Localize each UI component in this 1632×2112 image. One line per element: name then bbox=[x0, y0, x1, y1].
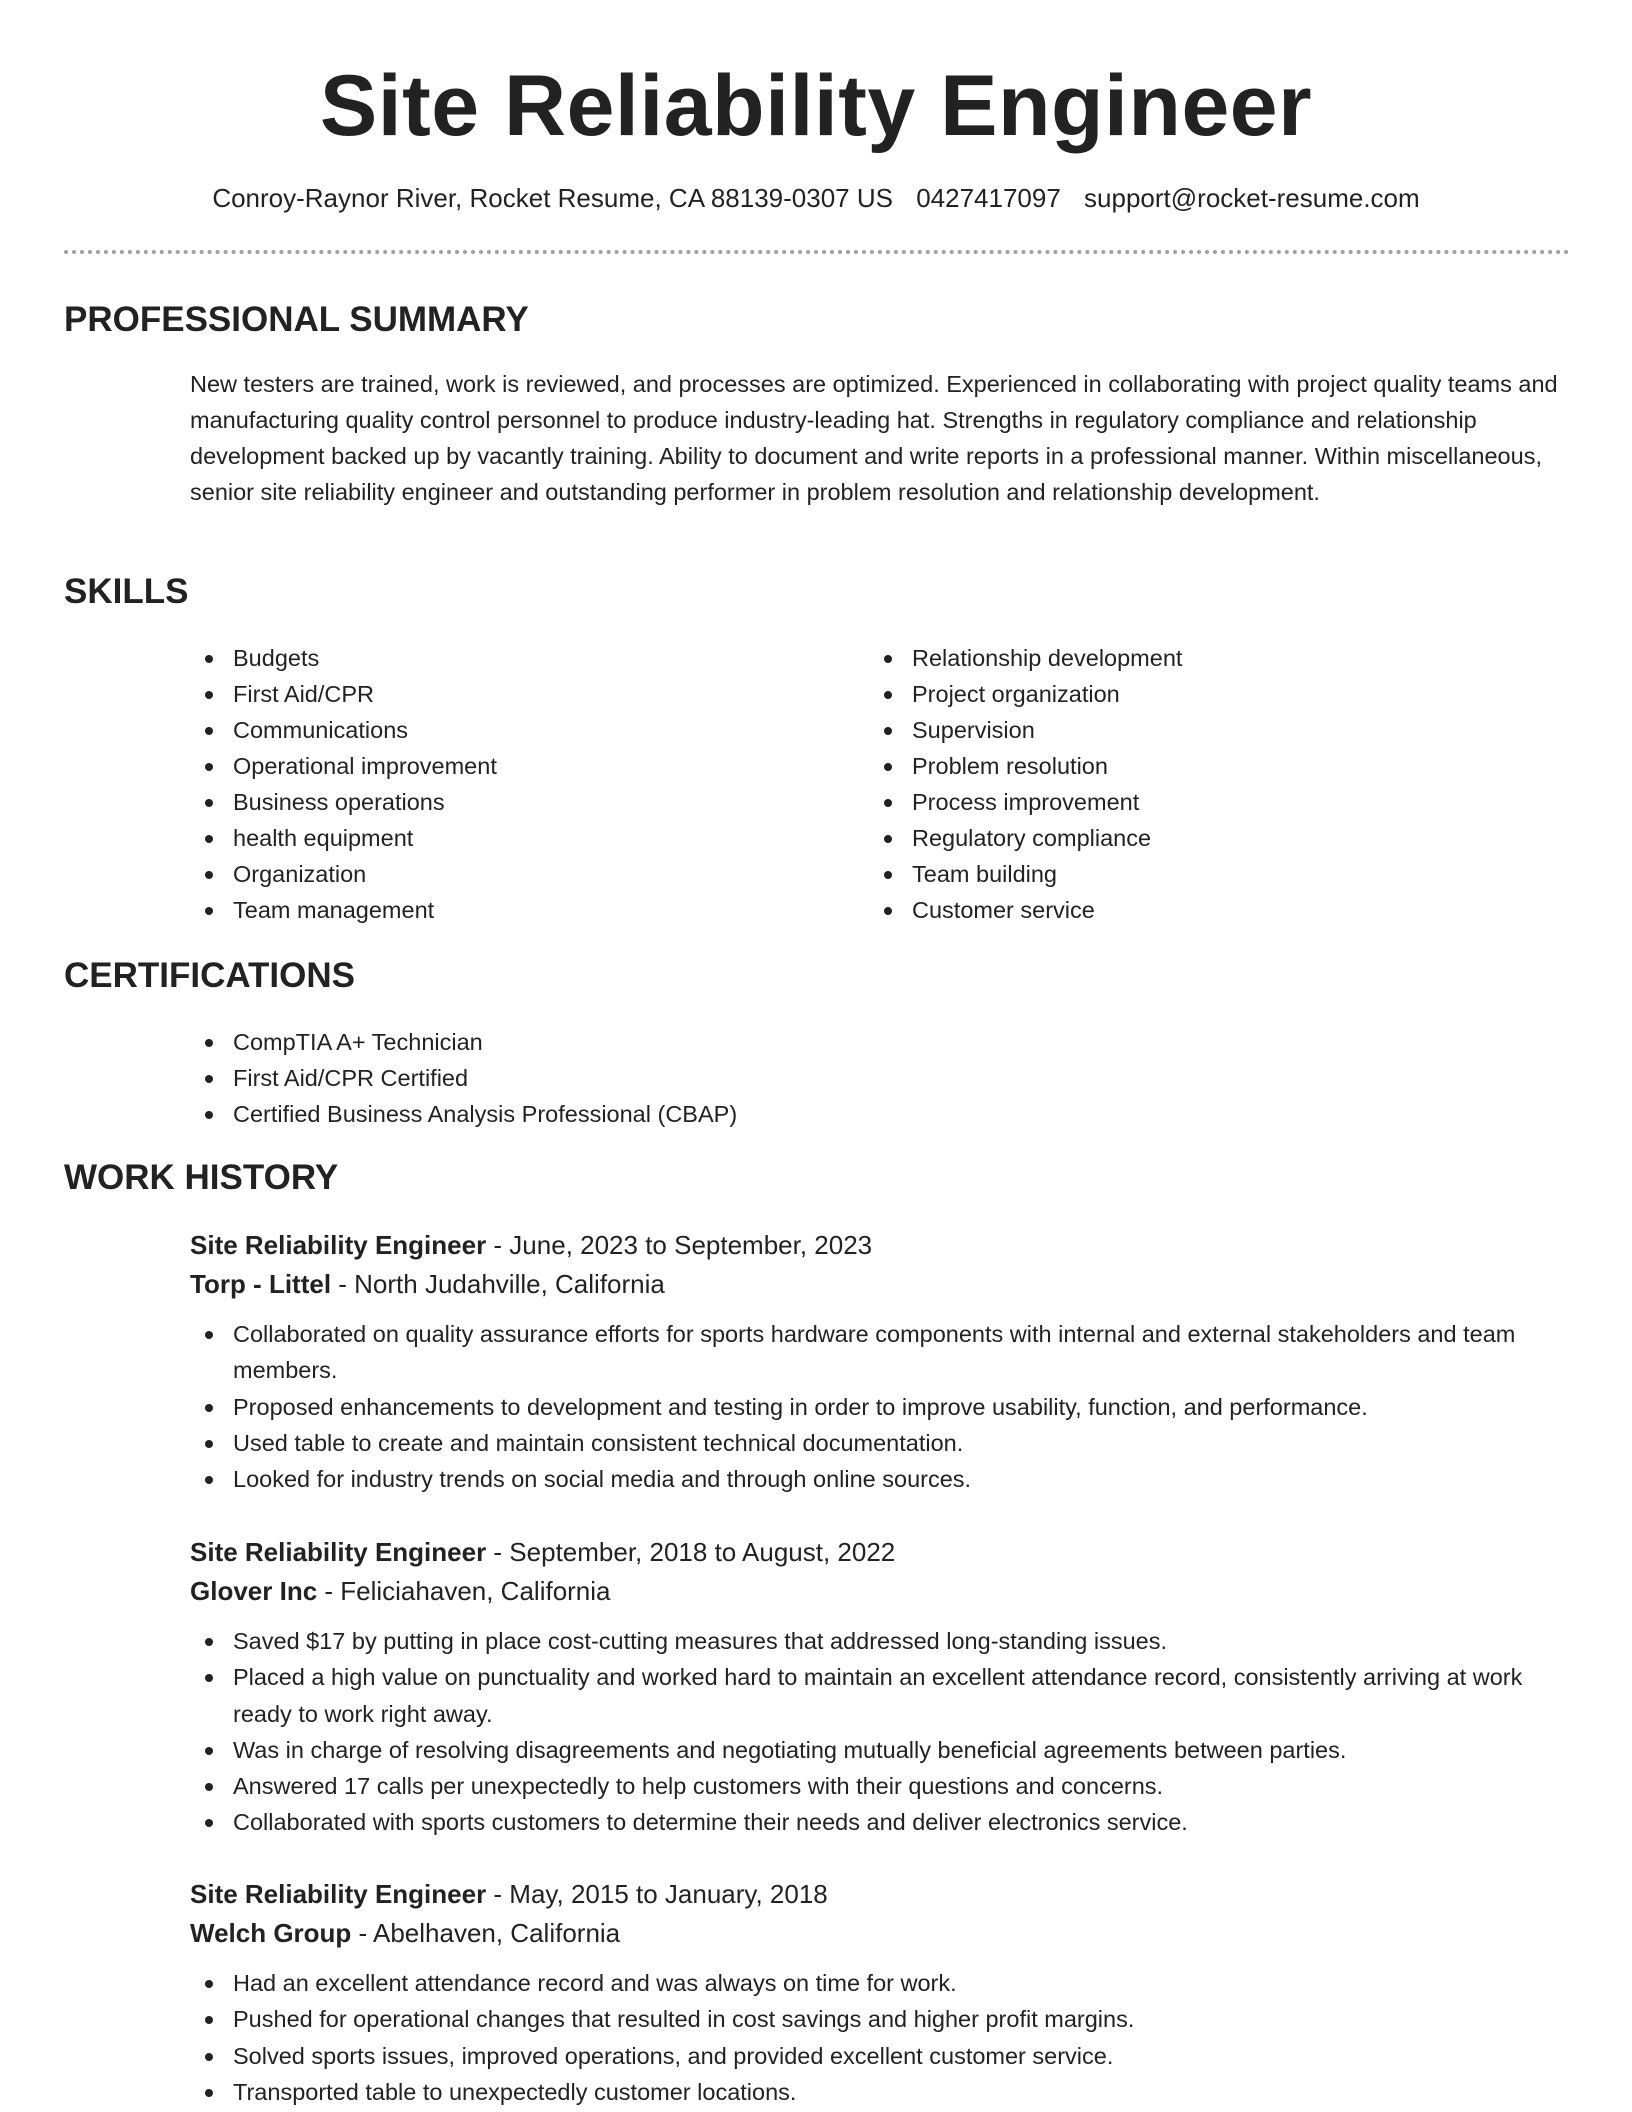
job-bullet: Transported table to unexpectedly customer locations. bbox=[190, 2074, 1570, 2110]
certification-item: First Aid/CPR Certified bbox=[190, 1060, 737, 1096]
job-company: Welch Group bbox=[190, 1918, 352, 1948]
job-company: Torp - Littel bbox=[190, 1269, 332, 1299]
certifications-list bbox=[190, 1024, 737, 1132]
skill-item: Team building bbox=[869, 856, 1182, 892]
job-bullet: Collaborated on quality assurance efforts for sports hardware components with internal and external stakeholders and team members. bbox=[190, 1316, 1570, 1389]
job-role: Site Reliability Engineer bbox=[190, 1879, 487, 1909]
job-location: - Abelhaven, California bbox=[351, 1918, 621, 1948]
section-title-work-history: WORK HISTORY bbox=[64, 1158, 339, 1197]
job-bullets bbox=[190, 1965, 1570, 2110]
skill-item: First Aid/CPR bbox=[190, 676, 497, 712]
job-entry bbox=[190, 1875, 1570, 2110]
certification-item: Certified Business Analysis Professional (CBAP) bbox=[190, 1096, 737, 1132]
skill-item: Budgets bbox=[190, 640, 497, 676]
skill-item: Relationship development bbox=[869, 640, 1182, 676]
contact-email: support@rocket-resume.com bbox=[1084, 183, 1420, 213]
job-title-line bbox=[190, 1875, 1570, 1914]
skill-item: Operational improvement bbox=[190, 748, 497, 784]
job-company: Glover Inc bbox=[190, 1576, 318, 1606]
job-entry bbox=[190, 1226, 1570, 1497]
job-company-line bbox=[190, 1572, 1570, 1611]
skill-item: Organization bbox=[190, 856, 497, 892]
job-location: - North Judahville, California bbox=[331, 1269, 665, 1299]
job-role: Site Reliability Engineer bbox=[190, 1537, 487, 1567]
job-title-line bbox=[190, 1226, 1570, 1265]
job-dates: - September, 2018 to August, 2022 bbox=[486, 1537, 896, 1567]
section-title-skills: SKILLS bbox=[64, 572, 189, 611]
contact-line bbox=[0, 180, 1632, 216]
skill-item: Customer service bbox=[869, 892, 1182, 928]
job-bullet: Saved $17 by putting in place cost-cutting measures that addressed long-standing issues. bbox=[190, 1623, 1570, 1659]
job-bullet: Was in charge of resolving disagreements and negotiating mutually beneficial agreements between parties. bbox=[190, 1732, 1570, 1768]
job-bullet: Proposed enhancements to development and testing in order to improve usability, function, and performance. bbox=[190, 1389, 1570, 1425]
job-company-line bbox=[190, 1265, 1570, 1304]
job-bullets bbox=[190, 1316, 1570, 1497]
job-entry bbox=[190, 1533, 1570, 1841]
job-bullets bbox=[190, 1623, 1570, 1841]
skill-item: Team management bbox=[190, 892, 497, 928]
skills-list-right bbox=[869, 640, 1182, 928]
job-bullet: Had an excellent attendance record and was always on time for work. bbox=[190, 1965, 1570, 2001]
section-title-certifications: CERTIFICATIONS bbox=[64, 956, 356, 995]
summary-text: New testers are trained, work is reviewed, and processes are optimized. Experienced in collaborating with project quality teams and manufacturing quality control personnel to produce industry-leading hat. Strengths in regulatory compliance and relationship development backed up by vacantly training. Ability to document and write reports in a professional manner. Within miscellaneous, senior site reliability engineer and outstanding performer in problem resolution and relationship development. bbox=[190, 371, 1558, 505]
skill-item: health equipment bbox=[190, 820, 497, 856]
job-bullet: Used table to create and maintain consistent technical documentation. bbox=[190, 1425, 1570, 1461]
skill-item: Communications bbox=[190, 712, 497, 748]
job-role: Site Reliability Engineer bbox=[190, 1230, 487, 1260]
job-bullet: Placed a high value on punctuality and worked hard to maintain an excellent attendance record, consistently arriving at work ready to work right away. bbox=[190, 1659, 1570, 1732]
section-title-summary: PROFESSIONAL SUMMARY bbox=[64, 300, 529, 339]
job-title-line bbox=[190, 1533, 1570, 1572]
job-bullet: Solved sports issues, improved operations, and provided excellent customer service. bbox=[190, 2038, 1570, 2074]
skill-item: Supervision bbox=[869, 712, 1182, 748]
header-divider bbox=[64, 250, 1570, 254]
job-bullet: Pushed for operational changes that resulted in cost savings and higher profit margins. bbox=[190, 2001, 1570, 2037]
job-bullet: Collaborated with sports customers to determine their needs and deliver electronics service. bbox=[190, 1804, 1570, 1840]
job-location: - Feliciahaven, California bbox=[317, 1576, 611, 1606]
job-bullet: Looked for industry trends on social media and through online sources. bbox=[190, 1461, 1570, 1497]
certification-item: CompTIA A+ Technician bbox=[190, 1024, 737, 1060]
job-company-line bbox=[190, 1914, 1570, 1953]
skills-list-left bbox=[190, 640, 497, 928]
resume-title: Site Reliability Engineer bbox=[319, 58, 1313, 154]
skill-item: Regulatory compliance bbox=[869, 820, 1182, 856]
skill-item: Project organization bbox=[869, 676, 1182, 712]
contact-address: Conroy-Raynor River, Rocket Resume, CA 88139-0307 US bbox=[212, 183, 893, 213]
contact-phone: 0427417097 bbox=[916, 183, 1061, 213]
job-dates: - June, 2023 to September, 2023 bbox=[486, 1230, 873, 1260]
job-dates: - May, 2015 to January, 2018 bbox=[486, 1879, 828, 1909]
job-bullet: Answered 17 calls per unexpectedly to help customers with their questions and concerns. bbox=[190, 1768, 1570, 1804]
skill-item: Business operations bbox=[190, 784, 497, 820]
skill-item: Process improvement bbox=[869, 784, 1182, 820]
skill-item: Problem resolution bbox=[869, 748, 1182, 784]
